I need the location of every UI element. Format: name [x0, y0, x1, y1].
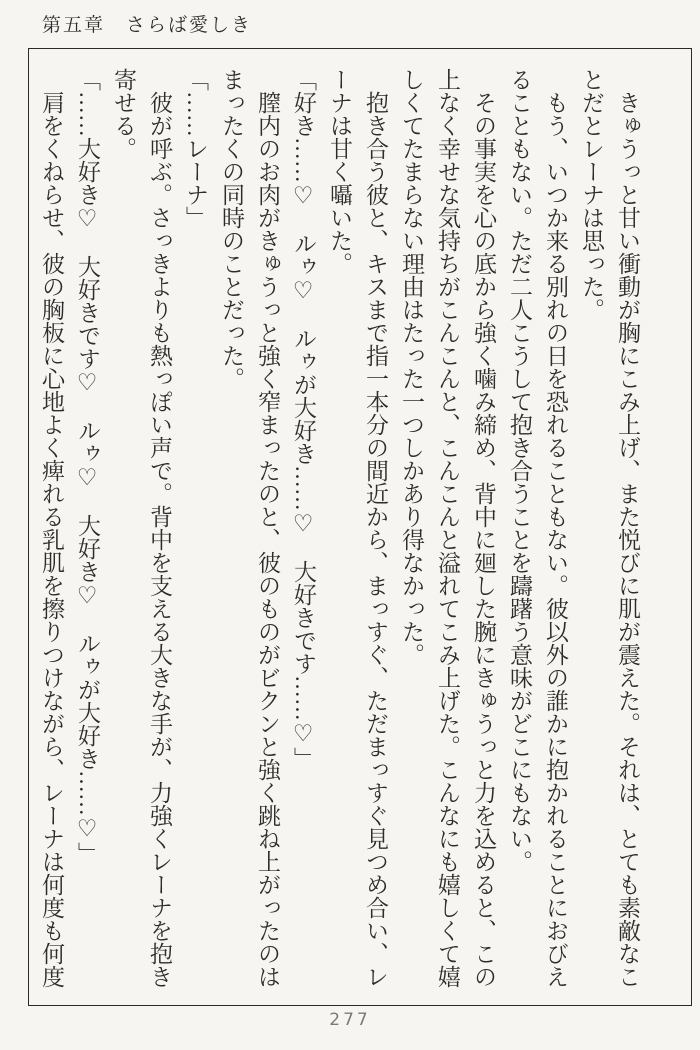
paragraph: 「好き……♡ ルゥ♡ ルゥが大好き……♡ 大好きです……♡」: [291, 68, 316, 770]
paragraph: 肩をくねらせ、彼の胸板に心地よく痺れる乳肌を擦りつけながら、レーナは何度も何度: [39, 91, 64, 988]
paragraph: 彼が呼ぶ。さっきよりも熱っぽい声で。背中を支える大きな手が、力強くレーナを抱き寄せる。: [111, 68, 172, 988]
paragraph: その事実を心の底から強く噛み締め、背中に廻した腕にきゅうっと力を込めると、この上なく幸せな気持ちがこんこんと、こんこんと溢れてこみ上げた。こんなにも嬉しくて嬉しくてたまらない理由はたった一つしかあり得なかった。: [399, 68, 496, 988]
chapter-header: 第五章 さらば愛しき: [42, 15, 253, 36]
text-body: [33, 68, 645, 988]
paragraph: 膣内のお肉がきゅうっと強く窄まったのと、彼のものがビクンと強く跳ね上がったのはまったくの同時のことだった。: [219, 68, 280, 988]
paragraph: 「……レーナ」: [183, 68, 208, 229]
paragraph: きゅうっと甘い衝動が胸にこみ上げ、また悦びに肌が震えた。それは、とても素敵なことだとレーナは思った。: [579, 68, 640, 988]
page-number: 277: [329, 1010, 371, 1030]
paragraph: 「……大好き♡ 大好きです♡ ルゥ♡ 大好き♡ ルゥが大好き……♡」: [75, 68, 100, 865]
paragraph: 抱き合う彼と、キスまで指一本分の間近から、まっすぐ、ただまっすぐ見つめ合い、レーナは甘く囁いた。: [327, 68, 388, 988]
paragraph: もう、いつか来る別れの日を恐れることもない。彼以外の誰かに抱かれることにおびえることもない。ただ二人こうして抱き合うことを躊躇う意味がどこにもない。: [507, 68, 568, 988]
